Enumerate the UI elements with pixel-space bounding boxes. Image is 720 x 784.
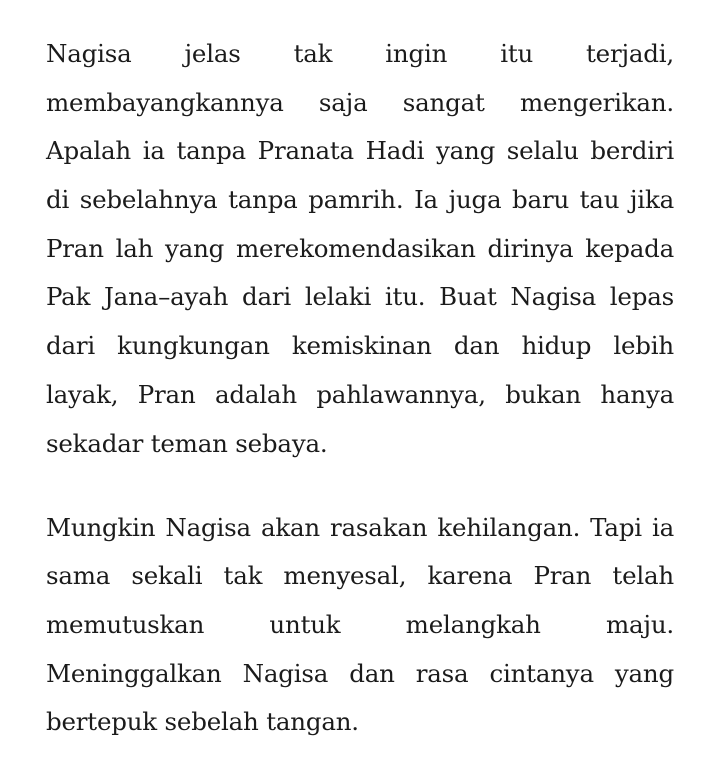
text-line: sama sekali tak menyesal, karena Pran telah [46, 561, 674, 591]
text-line: di sebelahnya tanpa pamrih. Ia juga baru tau jika [46, 185, 674, 215]
paragraph-1 [46, 30, 674, 468]
text-line: Pak Jana–ayah dari lelaki itu. Buat Nagisa lepas [46, 282, 674, 312]
text-line: bertepuk sebelah tangan. [46, 707, 359, 737]
paragraph-2 [46, 504, 674, 747]
text-line: Apalah ia tanpa Pranata Hadi yang selalu berdiri [46, 136, 674, 166]
text-line: sekadar teman sebaya. [46, 428, 328, 458]
text-line: Mungkin Nagisa akan rasakan kehilangan. Tapi ia [46, 512, 674, 542]
document-page [46, 30, 674, 747]
text-line: Meninggalkan Nagisa dan rasa cintanya yang [46, 658, 674, 688]
text-line: dari kungkungan kemiskinan dan hidup lebih [46, 331, 674, 361]
text-line: Pran lah yang merekomendasikan dirinya kepada [46, 233, 674, 263]
text-line: membayangkannya saja sangat mengerikan. [46, 87, 674, 117]
text-line: memutuskan untuk melangkah maju. [46, 610, 674, 640]
text-line: layak, Pran adalah pahlawannya, bukan hanya [46, 379, 674, 409]
text-line: Nagisa jelas tak ingin itu terjadi, [46, 39, 674, 68]
